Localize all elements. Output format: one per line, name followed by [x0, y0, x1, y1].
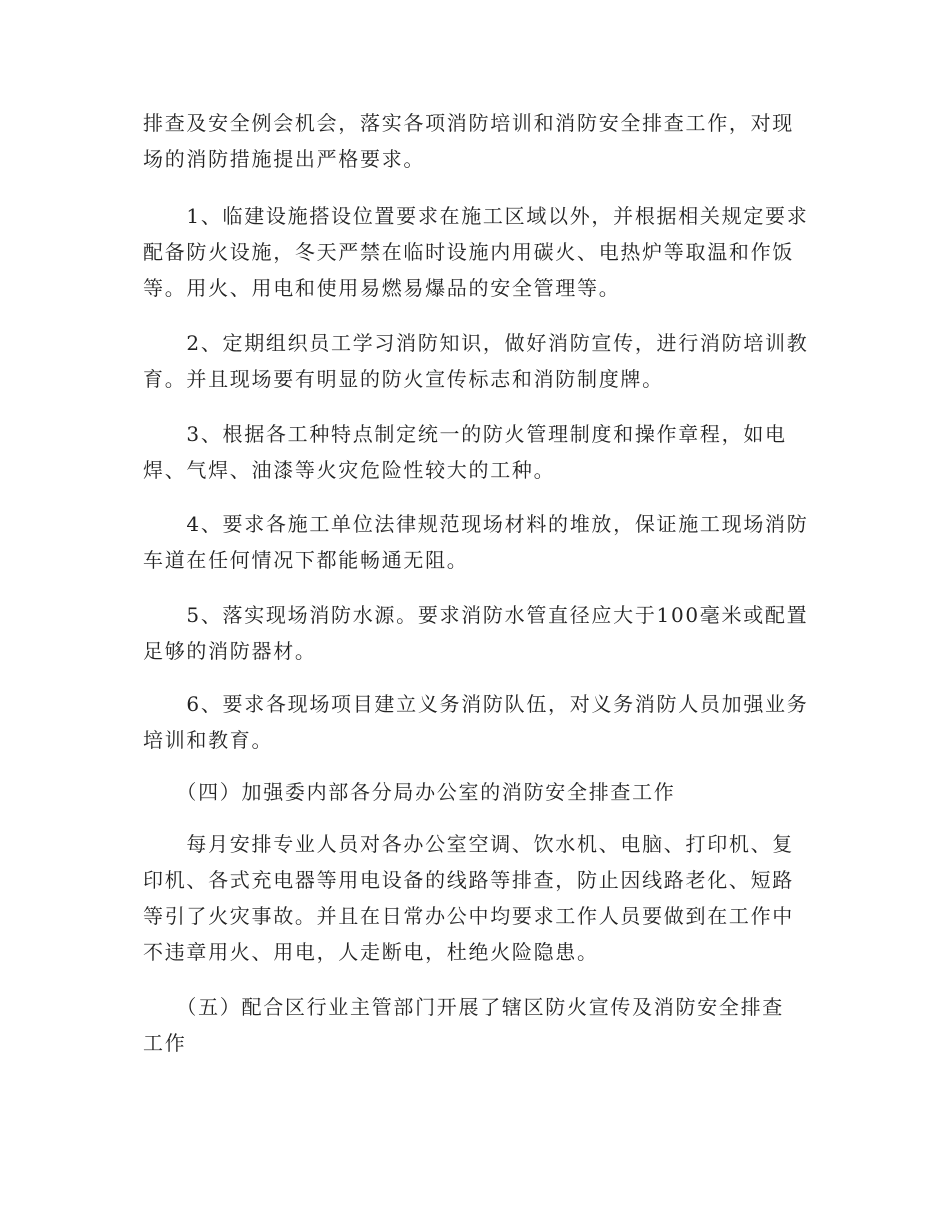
text-line: 3、根据各工种特点制定统一的防火管理制度和操作章程，如电	[143, 422, 787, 446]
section-heading-5	[143, 989, 809, 1061]
paragraph-item-6	[143, 686, 809, 758]
text-line: 不违章用火、用电，人走断电，杜绝火险隐患。	[143, 940, 599, 964]
text-line: 车道在任何情况下都能畅通无阻。	[143, 548, 469, 572]
text-line: 1、临建设施搭设位置要求在施工区域以外，并根据相关规定要求	[143, 204, 809, 228]
paragraph-item-2	[143, 325, 809, 397]
paragraph-item-4	[143, 506, 809, 578]
paragraph-section-4	[143, 826, 809, 970]
text-line: 4、要求各施工单位法律规范现场材料的堆放，保证施工现场消防	[143, 512, 809, 536]
text-line: 培训和教育。	[143, 728, 274, 752]
text-line: 等。用火、用电和使用易燃易爆品的安全管理等。	[143, 276, 621, 300]
text-line: 6、要求各现场项目建立义务消防队伍，对义务消防人员加强业务	[143, 692, 809, 716]
text-line: 场的消防措施提出严格要求。	[143, 147, 426, 171]
text-line: 5、落实现场消防水源。要求消防水管直径应大于100毫米或配置	[143, 603, 809, 627]
heading-line: 工作	[143, 1031, 187, 1055]
text-line: 焊、气焊、油漆等火灾危险性较大的工种。	[143, 458, 556, 482]
text-line: 足够的消防器材。	[143, 639, 317, 663]
text-line: 每月安排专业人员对各办公室空调、饮水机、电脑、打印机、复	[143, 832, 794, 856]
section-heading-4	[143, 774, 809, 810]
text-line: 配备防火设施，冬天严禁在临时设施内用碳火、电热炉等取温和作饭	[143, 240, 794, 264]
heading-line: （四）加强委内部各分局办公室的消防安全排查工作	[143, 780, 676, 804]
text-line: 2、定期组织员工学习消防知识，做好消防宣传，进行消防培训教	[143, 331, 809, 355]
text-line: 印机、各式充电器等用电设备的线路等排查，防止因线路老化、短路	[143, 868, 794, 892]
text-line: 等引了火灾事故。并且在日常办公中均要求工作人员要做到在工作中	[143, 904, 794, 928]
paragraph-item-3	[143, 416, 809, 488]
text-line: 育。并且现场要有明显的防火宣传标志和消防制度牌。	[143, 367, 664, 391]
paragraph-item-5	[143, 597, 809, 669]
paragraph-item-1	[143, 198, 809, 306]
heading-line: （五）配合区行业主管部门开展了辖区防火宣传及消防安全排查	[143, 995, 784, 1019]
text-line: 排查及安全例会机会，落实各项消防培训和消防安全排查工作，对现	[143, 111, 794, 135]
paragraph-intro	[143, 105, 809, 177]
